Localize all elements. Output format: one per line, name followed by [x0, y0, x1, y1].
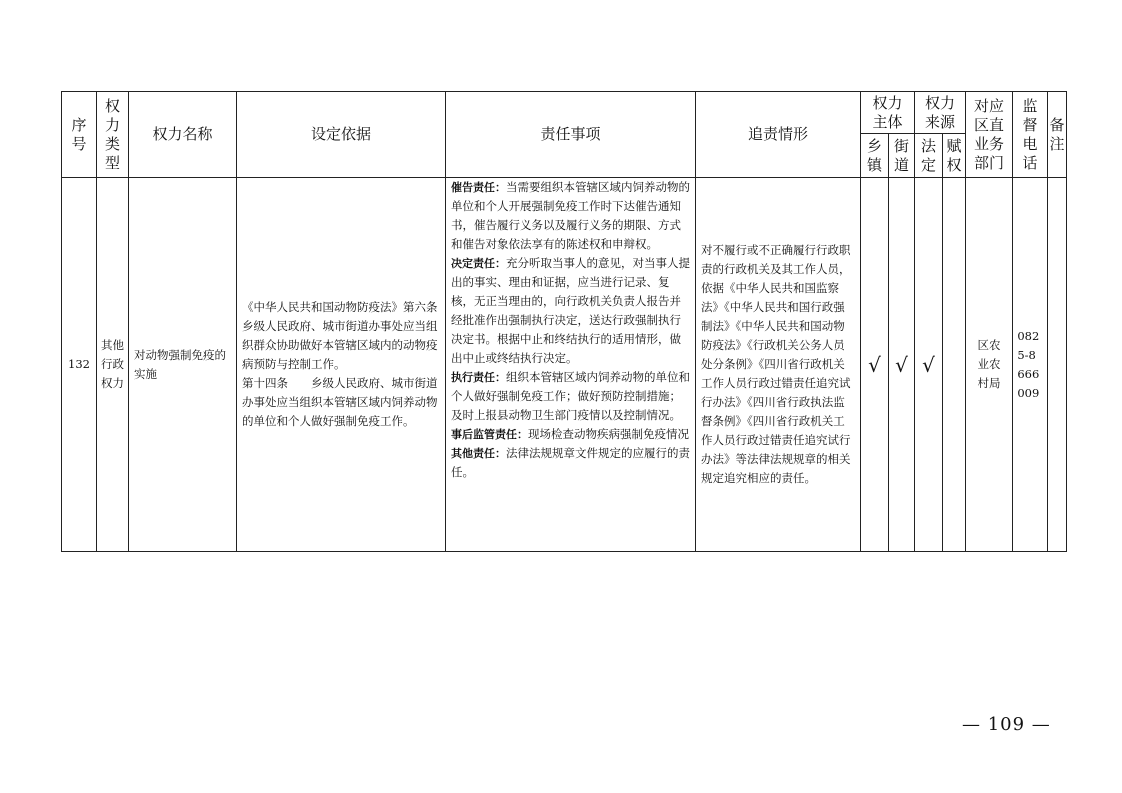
checkmark-legal: √: [915, 178, 943, 552]
header-power-name: 权力名称: [129, 92, 237, 178]
header-source: 权力来源: [915, 92, 966, 134]
header-row-top: [62, 92, 1067, 134]
basis-paragraph-2: 第十四条 乡级人民政府、城市街道办事处应当组织本管辖区域内饲养动物的单位和个人做好强制免疫工作。: [242, 376, 438, 428]
row-duties: [446, 178, 696, 552]
header-subject-street: 街道: [889, 134, 915, 178]
duty-item: 事后监管责任：现场检查动物疾病强制免疫情况: [451, 427, 689, 441]
header-source-granted: 赋权: [943, 134, 966, 178]
row-phone: 0825-8666009: [1013, 178, 1048, 552]
header-subject-town: 乡镇: [861, 134, 889, 178]
duty-item: 执行责任：组织本管辖区域内饲养动物的单位和个人做好强制免疫工作；做好预防控制措施；及时上报县动物卫生部门疫情以及控制情况。: [451, 370, 690, 422]
row-accountability: 对不履行或不正确履行行政职责的行政机关及其工作人员，依据《中华人民共和国监察法》《中华人民共和国行政强制法》《中华人民共和国动物防疫法》《行政机关公务人员处分条例》《四川省行政机关工作人员行政过错责任追究试行办法》《四川省行政执法监督条例》《四川省行政机关工作人员行政过错责任追究试行办法》等法律法规规章的相关规定追究相应的责任。: [696, 178, 861, 552]
checkmark-granted: [943, 178, 966, 552]
row-department: 区农业农村局: [966, 178, 1013, 552]
header-accountability: 追责情形: [696, 92, 861, 178]
duty-item: 决定责任：充分听取当事人的意见，对当事人提出的事实、理由和证据，应当进行记录、复核，无正当理由的，向行政机关负责人报告并经批准作出强制执行决定，送达行政强制执行决定书。根据中止和终结执行的适用情形，做出中止或终结执行决定。: [451, 256, 690, 365]
duty-item: 催告责任：当需要组织本管辖区域内饲养动物的单位和个人开展强制免疫工作时下达催告通知书，催告履行义务以及履行义务的期限、方式和催告对象依法享有的陈述权和申辩权。: [451, 180, 690, 251]
checkmark-town: √: [861, 178, 889, 552]
row-remark: [1048, 178, 1067, 552]
row-power-type: 其他行政权力: [97, 178, 129, 552]
header-source-legal: 法定: [915, 134, 943, 178]
checkmark-street: √: [889, 178, 915, 552]
row-basis: [237, 178, 449, 552]
header-subject: 权力主体: [861, 92, 915, 134]
power-list-table: [61, 91, 1067, 552]
row-seq: 132: [62, 178, 97, 552]
header-remark: 备注: [1048, 92, 1067, 178]
header-power-type: 权力类型: [97, 92, 129, 178]
table-row: [62, 178, 1067, 552]
header-seq: 序号: [62, 92, 97, 178]
header-duty: 责任事项: [446, 92, 696, 178]
row-power-name: 对动物强制免疫的实施: [129, 178, 237, 552]
duty-item: 其他责任：法律法规规章文件规定的应履行的责任。: [451, 446, 690, 479]
header-basis: 设定依据: [237, 92, 446, 178]
basis-paragraph-1: 《中华人民共和国动物防疫法》第六条 乡级人民政府、城市街道办事处应当组织群众协助做好本管辖区域内的动物疫病预防与控制工作。: [242, 300, 449, 371]
page-number: — 109 —: [962, 714, 1051, 735]
header-department: 对应区直业务部门: [966, 92, 1013, 178]
header-phone: 监督电话: [1013, 92, 1048, 178]
